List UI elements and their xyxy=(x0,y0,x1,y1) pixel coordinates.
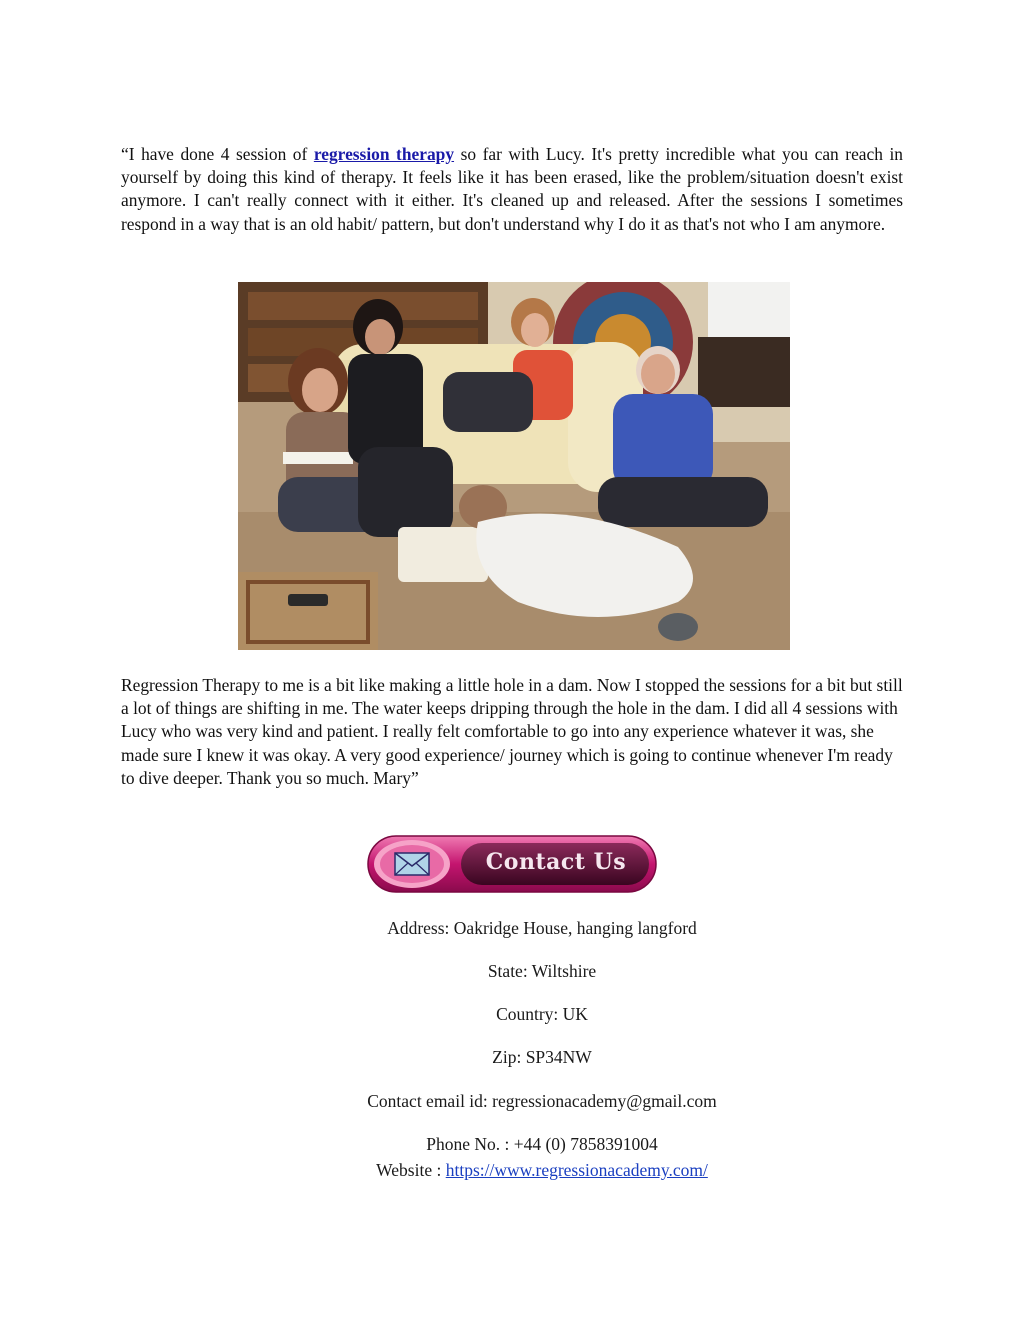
intro-text-end: so far with Lucy. It's pretty incredible what you can reach in yourself by doing this kind of therapy. It feels like it has been erased, like the problem/situation doesn't exist anymore. I can't really connect with it either. It's cleaned up and released. After the sessions I sometimes respond in a way that is an old habit/ pattern, but don't understand why I do it as that's not who I am anymore. xyxy=(121,144,903,234)
intro-text-start: I have done 4 session of xyxy=(128,144,314,164)
testimonial-intro xyxy=(121,143,903,236)
website-line xyxy=(0,1159,1024,1181)
testimonial-closing: Regression Therapy to me is a bit like making a little hole in a dam. Now I stopped the sessions for a bit but still a lot of things are shifting in me. The water keeps dripping through the hole in the dam. I did all 4 sessions with Lucy who was very kind and patient. I really felt comfortable to go into any experience whatever it was, she made sure I knew it was okay. A very good experience/ journey which is going to continue whenever I'm ready to dive deeper. Thank you so much. Mary” xyxy=(121,675,903,788)
address-line: Address: Oakridge House, hanging langford xyxy=(387,918,697,938)
website-label: Website : xyxy=(376,1160,446,1180)
open-quote: “ xyxy=(121,144,129,164)
phone-line: Phone No. : +44 (0) 7858391004 xyxy=(426,1134,658,1154)
therapy-session-photo xyxy=(238,282,790,650)
website-link[interactable]: https://www.regressionacademy.com/ xyxy=(445,1160,708,1180)
regression-therapy-link[interactable]: regression therapy xyxy=(313,144,455,164)
state-line: State: Wiltshire xyxy=(487,961,597,981)
zip-line: Zip: SP34NW xyxy=(492,1047,592,1067)
country-line: Country: UK xyxy=(496,1004,588,1024)
contact-us-label: Contact Us xyxy=(485,849,627,875)
contact-us-button[interactable] xyxy=(366,833,658,895)
email-line: Contact email id: regressionacademy@gmail.com xyxy=(367,1091,717,1111)
envelope-icon xyxy=(394,852,430,876)
